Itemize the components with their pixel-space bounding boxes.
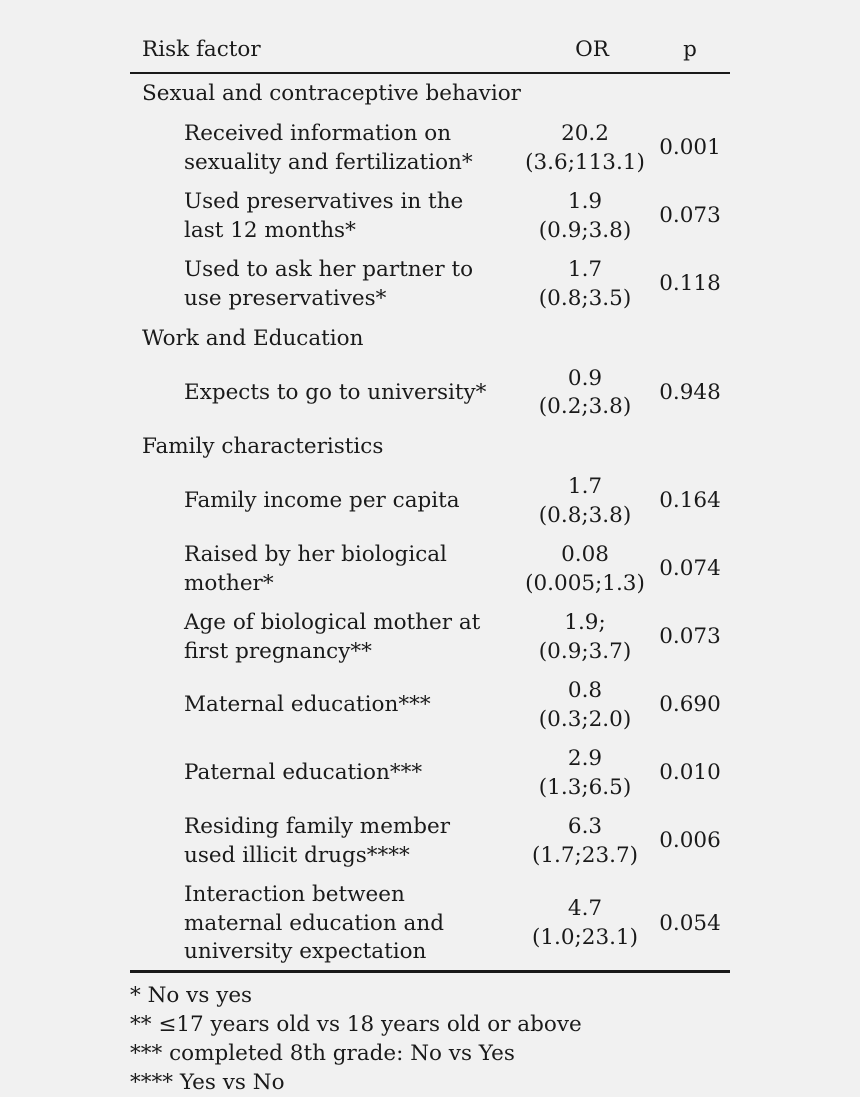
risk-factor-cell [130, 251, 500, 319]
p-value-cell: 0.001 [659, 135, 721, 161]
table-row [130, 468, 730, 536]
section-title: Family characteristics [142, 434, 384, 459]
risk-factor-cell: Paternal education*** [184, 760, 423, 786]
p-value-cell: 0.073 [659, 203, 721, 229]
risk-factor-cell: Expects to go to university* [184, 379, 487, 405]
or-line: 20.2 [561, 121, 609, 146]
table-row [130, 672, 730, 740]
or-cell: 1.9;(0.9;3.7) [538, 610, 632, 664]
table-row [130, 115, 730, 183]
or-cell: 4.7 (1.0;23.1) [500, 876, 650, 972]
footnote: *** completed 8th grade: No vs Yes [130, 1040, 515, 1066]
factor-line: Used preservatives in the [184, 189, 464, 214]
or-cell: 0.9 (0.2;3.8) [538, 365, 632, 419]
risk-factor-cell: Maternal education*** [184, 692, 431, 718]
table-row [130, 536, 730, 604]
or-cell: 1.9 (0.9;3.8) [538, 189, 632, 243]
p-value-cell: 0.118 [659, 271, 721, 297]
or-cell: 2.9 (1.3;6.5) [538, 746, 632, 800]
table-row [130, 183, 730, 251]
or-cell: 1.7 (0.8;3.8) [538, 474, 632, 528]
footnote: **** Yes vs No [130, 1069, 285, 1095]
factor-line: use preservatives* [184, 285, 387, 311]
p-value-cell: 0.074 [659, 556, 721, 582]
factor-line: Residing family member [184, 814, 451, 839]
p-value-cell: 0.164 [659, 488, 721, 514]
risk-factor-cell [130, 876, 500, 972]
factor-line: mother* [184, 570, 274, 596]
factor-line: Used to ask her partner to [184, 257, 474, 282]
or-line: 0.08 [561, 542, 609, 567]
p-value-cell: 0.010 [659, 760, 721, 786]
risk-factor-cell [130, 604, 500, 672]
section-row-family [130, 427, 730, 468]
header-risk-factor: Risk factor [130, 30, 500, 73]
footnote: * No vs yes [130, 982, 253, 1008]
factor-line: Received information on [184, 121, 452, 146]
header-or: OR [500, 30, 650, 73]
factor-line: last 12 months* [184, 217, 356, 243]
table-row [130, 808, 730, 876]
or-line: (0.005;1.3) [525, 570, 645, 596]
or-cell: 1.7 (0.8;3.5) [538, 257, 632, 311]
table-row [130, 876, 730, 972]
factor-line: Age of biological mother at [184, 610, 481, 635]
factor-line: university expectation [184, 939, 427, 964]
risk-factor-cell [130, 536, 500, 604]
p-value-cell: 0.006 [659, 828, 721, 854]
risk-factor-table [130, 30, 730, 973]
p-value-cell: 0.948 [659, 379, 721, 405]
or-line: (3.6;113.1) [525, 149, 645, 175]
section-row-work [130, 319, 730, 360]
header-p: p [650, 30, 730, 73]
p-value-cell: 0.690 [659, 692, 721, 718]
footnotes [130, 981, 730, 1097]
factor-line: sexuality and fertilization* [184, 149, 473, 175]
factor-line: Interaction between [184, 882, 405, 907]
factor-line: maternal education and [184, 910, 444, 936]
footnote: ** ≤17 years old vs 18 years old or above [130, 1011, 582, 1037]
table-row [130, 604, 730, 672]
risk-factor-cell [130, 183, 500, 251]
risk-factor-cell [130, 808, 500, 876]
section-row-sexual [130, 73, 730, 115]
risk-factor-table-container [130, 30, 730, 1097]
table-header-row [130, 30, 730, 73]
or-cell: 0.8 (0.3;2.0) [538, 678, 632, 732]
risk-factor-cell [130, 115, 500, 183]
p-value-cell: 0.054 [650, 876, 730, 972]
factor-line: Raised by her biological [184, 542, 447, 567]
risk-factor-cell: Family income per capita [184, 488, 460, 514]
table-row [130, 251, 730, 319]
factor-line: used illicit drugs**** [184, 842, 410, 868]
table-row [130, 740, 730, 808]
table-row [130, 359, 730, 427]
p-value-cell: 0.073 [659, 624, 721, 650]
section-title: Work and Education [142, 325, 364, 351]
or-cell: 6.3 (1.7;23.7) [531, 814, 639, 868]
or-cell [500, 115, 650, 183]
factor-line: first pregnancy** [184, 638, 372, 664]
or-cell [500, 536, 650, 604]
section-title: Sexual and contraceptive behavior [142, 81, 521, 106]
